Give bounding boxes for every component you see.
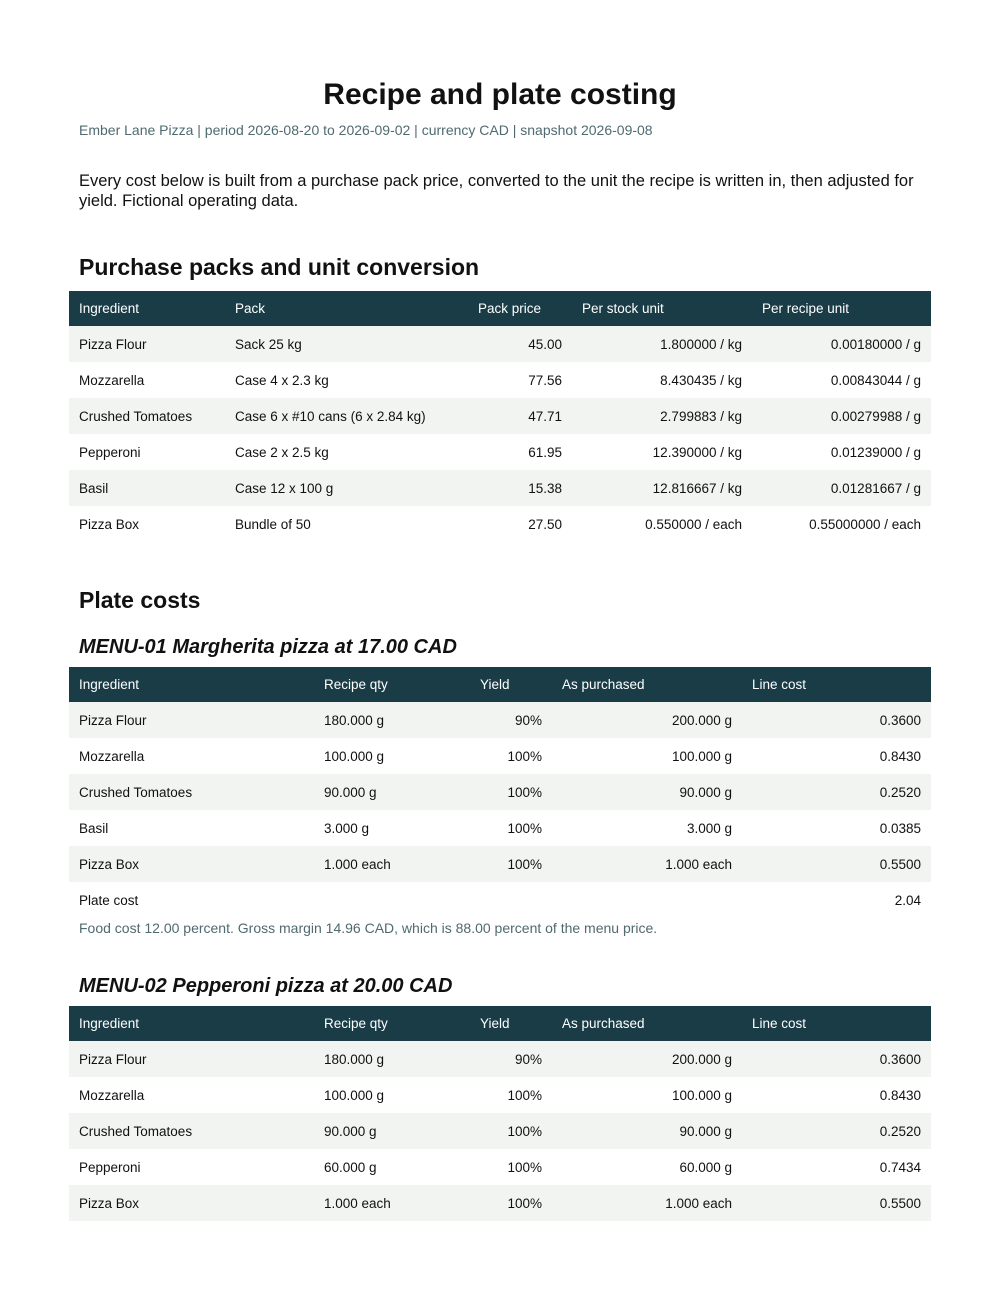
cell-ingredient: Pepperoni bbox=[69, 1149, 314, 1185]
menu-02-header-row bbox=[69, 1006, 931, 1041]
cell-ingredient: Basil bbox=[69, 470, 225, 506]
column-header: As purchased bbox=[552, 667, 742, 702]
column-header: Yield bbox=[470, 1006, 552, 1041]
intro-paragraph: Every cost below is built from a purchase pack price, converted to the unit the recipe is written in, then adjusted for yield. Fictional operating data. bbox=[79, 172, 914, 210]
cell-per-recipe-unit: 0.01239000 / g bbox=[752, 434, 931, 470]
report-meta: Ember Lane Pizza | period 2026-08-20 to 2026-09-02 | currency CAD | snapshot 2026-09-08 bbox=[79, 122, 653, 138]
plate-cost-value: 2.04 bbox=[742, 882, 931, 918]
table-row bbox=[69, 1113, 931, 1149]
cell-pack: Case 12 x 100 g bbox=[225, 470, 468, 506]
packs-heading: Purchase packs and unit conversion bbox=[79, 254, 480, 280]
cell-line-cost: 0.8430 bbox=[742, 1077, 931, 1113]
table-row bbox=[69, 1077, 931, 1113]
table-row bbox=[69, 434, 931, 470]
packs-table bbox=[69, 291, 931, 542]
menu-02-heading: MENU-02 Pepperoni pizza at 20.00 CAD bbox=[79, 975, 453, 997]
cell-per-recipe-unit: 0.00180000 / g bbox=[752, 326, 931, 362]
column-header: Pack bbox=[225, 291, 468, 326]
column-header: Recipe qty bbox=[314, 1006, 470, 1041]
cell-per-stock-unit: 2.799883 / kg bbox=[572, 398, 752, 434]
cell-ingredient: Crushed Tomatoes bbox=[69, 1113, 314, 1149]
column-header: Pack price bbox=[468, 291, 572, 326]
column-header: Line cost bbox=[742, 667, 931, 702]
table-row bbox=[69, 398, 931, 434]
menu-01-margin-note: Food cost 12.00 percent. Gross margin 14.96 CAD, which is 88.00 percent of the menu price. bbox=[79, 920, 658, 936]
column-header: Per recipe unit bbox=[752, 291, 931, 326]
cell-yield: 90% bbox=[470, 702, 552, 738]
cell-ingredient: Mozzarella bbox=[69, 362, 225, 398]
cell-ingredient: Basil bbox=[69, 810, 314, 846]
cell-yield: 90% bbox=[470, 1041, 552, 1077]
table-row bbox=[69, 326, 931, 362]
cell-pack-price: 27.50 bbox=[468, 506, 572, 542]
plate-cost-label: Plate cost bbox=[69, 882, 314, 918]
cell-as-purchased: 200.000 g bbox=[552, 702, 742, 738]
column-header: Recipe qty bbox=[314, 667, 470, 702]
cell-yield: 100% bbox=[470, 846, 552, 882]
cell-line-cost: 0.2520 bbox=[742, 1113, 931, 1149]
cell-as-purchased: 1.000 each bbox=[552, 846, 742, 882]
cell-line-cost: 0.5500 bbox=[742, 846, 931, 882]
column-header: Per stock unit bbox=[572, 291, 752, 326]
cell-ingredient: Pizza Box bbox=[69, 846, 314, 882]
cell-ingredient: Pizza Flour bbox=[69, 702, 314, 738]
column-header: Ingredient bbox=[69, 291, 225, 326]
column-header: Ingredient bbox=[69, 1006, 314, 1041]
cell-recipe-qty: 100.000 g bbox=[314, 738, 470, 774]
cell-recipe-qty: 180.000 g bbox=[314, 1041, 470, 1077]
cell-yield: 100% bbox=[470, 774, 552, 810]
cell-as-purchased: 100.000 g bbox=[552, 738, 742, 774]
cell-recipe-qty: 60.000 g bbox=[314, 1149, 470, 1185]
column-header: Line cost bbox=[742, 1006, 931, 1041]
table-row bbox=[69, 1149, 931, 1185]
cell-yield: 100% bbox=[470, 1185, 552, 1221]
menu-02-table bbox=[69, 1006, 931, 1221]
cell-pack: Case 4 x 2.3 kg bbox=[225, 362, 468, 398]
table-row bbox=[69, 774, 931, 810]
table-row bbox=[69, 738, 931, 774]
menu-01-header-row bbox=[69, 667, 931, 702]
page-title: Recipe and plate costing bbox=[323, 78, 677, 111]
cell-pack-price: 47.71 bbox=[468, 398, 572, 434]
table-row bbox=[69, 362, 931, 398]
cell-recipe-qty: 3.000 g bbox=[314, 810, 470, 846]
cell-pack: Bundle of 50 bbox=[225, 506, 468, 542]
cell-pack: Case 2 x 2.5 kg bbox=[225, 434, 468, 470]
cell-recipe-qty: 1.000 each bbox=[314, 1185, 470, 1221]
cell-line-cost: 0.0385 bbox=[742, 810, 931, 846]
cell-yield: 100% bbox=[470, 1113, 552, 1149]
cell-per-stock-unit: 12.390000 / kg bbox=[572, 434, 752, 470]
cell-yield: 100% bbox=[470, 1149, 552, 1185]
packs-header-row bbox=[69, 291, 931, 326]
cell-line-cost: 0.8430 bbox=[742, 738, 931, 774]
cell-per-recipe-unit: 0.00843044 / g bbox=[752, 362, 931, 398]
cell-ingredient: Pizza Box bbox=[69, 1185, 314, 1221]
cell-ingredient: Pizza Flour bbox=[69, 1041, 314, 1077]
cell-per-stock-unit: 8.430435 / kg bbox=[572, 362, 752, 398]
cell-as-purchased: 100.000 g bbox=[552, 1077, 742, 1113]
cell-ingredient: Crushed Tomatoes bbox=[69, 398, 225, 434]
cell-per-recipe-unit: 0.55000000 / each bbox=[752, 506, 931, 542]
cell-per-recipe-unit: 0.00279988 / g bbox=[752, 398, 931, 434]
cell-recipe-qty: 90.000 g bbox=[314, 774, 470, 810]
table-row bbox=[69, 846, 931, 882]
cell-per-stock-unit: 1.800000 / kg bbox=[572, 326, 752, 362]
cell-per-stock-unit: 0.550000 / each bbox=[572, 506, 752, 542]
cell-pack-price: 45.00 bbox=[468, 326, 572, 362]
cell-pack: Case 6 x #10 cans (6 x 2.84 kg) bbox=[225, 398, 468, 434]
cell-as-purchased: 1.000 each bbox=[552, 1185, 742, 1221]
table-row bbox=[69, 1041, 931, 1077]
column-header: Ingredient bbox=[69, 667, 314, 702]
table-row bbox=[69, 1185, 931, 1221]
cell-as-purchased: 60.000 g bbox=[552, 1149, 742, 1185]
table-row bbox=[69, 810, 931, 846]
table-row bbox=[69, 506, 931, 542]
cell-ingredient: Pizza Flour bbox=[69, 326, 225, 362]
cell-per-stock-unit: 12.816667 / kg bbox=[572, 470, 752, 506]
cell-as-purchased: 90.000 g bbox=[552, 1113, 742, 1149]
cell-as-purchased: 3.000 g bbox=[552, 810, 742, 846]
cell-ingredient: Mozzarella bbox=[69, 738, 314, 774]
cell-pack-price: 77.56 bbox=[468, 362, 572, 398]
cell-pack-price: 61.95 bbox=[468, 434, 572, 470]
column-header: As purchased bbox=[552, 1006, 742, 1041]
menu-01-table bbox=[69, 667, 931, 918]
cell-ingredient: Crushed Tomatoes bbox=[69, 774, 314, 810]
plates-heading: Plate costs bbox=[79, 587, 201, 613]
cell-pack-price: 15.38 bbox=[468, 470, 572, 506]
cell-recipe-qty: 90.000 g bbox=[314, 1113, 470, 1149]
column-header: Yield bbox=[470, 667, 552, 702]
cell-recipe-qty: 1.000 each bbox=[314, 846, 470, 882]
cell-yield: 100% bbox=[470, 810, 552, 846]
plate-cost-row bbox=[69, 882, 931, 918]
cell-line-cost: 0.5500 bbox=[742, 1185, 931, 1221]
cell-recipe-qty: 100.000 g bbox=[314, 1077, 470, 1113]
cell-per-recipe-unit: 0.01281667 / g bbox=[752, 470, 931, 506]
cell-ingredient: Pepperoni bbox=[69, 434, 225, 470]
menu-01-heading: MENU-01 Margherita pizza at 17.00 CAD bbox=[79, 636, 457, 658]
table-row bbox=[69, 702, 931, 738]
cell-ingredient: Mozzarella bbox=[69, 1077, 314, 1113]
cell-yield: 100% bbox=[470, 738, 552, 774]
cell-as-purchased: 200.000 g bbox=[552, 1041, 742, 1077]
cell-line-cost: 0.3600 bbox=[742, 702, 931, 738]
cell-as-purchased: 90.000 g bbox=[552, 774, 742, 810]
cell-line-cost: 0.7434 bbox=[742, 1149, 931, 1185]
cell-yield: 100% bbox=[470, 1077, 552, 1113]
table-row bbox=[69, 470, 931, 506]
cell-line-cost: 0.2520 bbox=[742, 774, 931, 810]
cell-line-cost: 0.3600 bbox=[742, 1041, 931, 1077]
cell-recipe-qty: 180.000 g bbox=[314, 702, 470, 738]
cell-pack: Sack 25 kg bbox=[225, 326, 468, 362]
cell-ingredient: Pizza Box bbox=[69, 506, 225, 542]
